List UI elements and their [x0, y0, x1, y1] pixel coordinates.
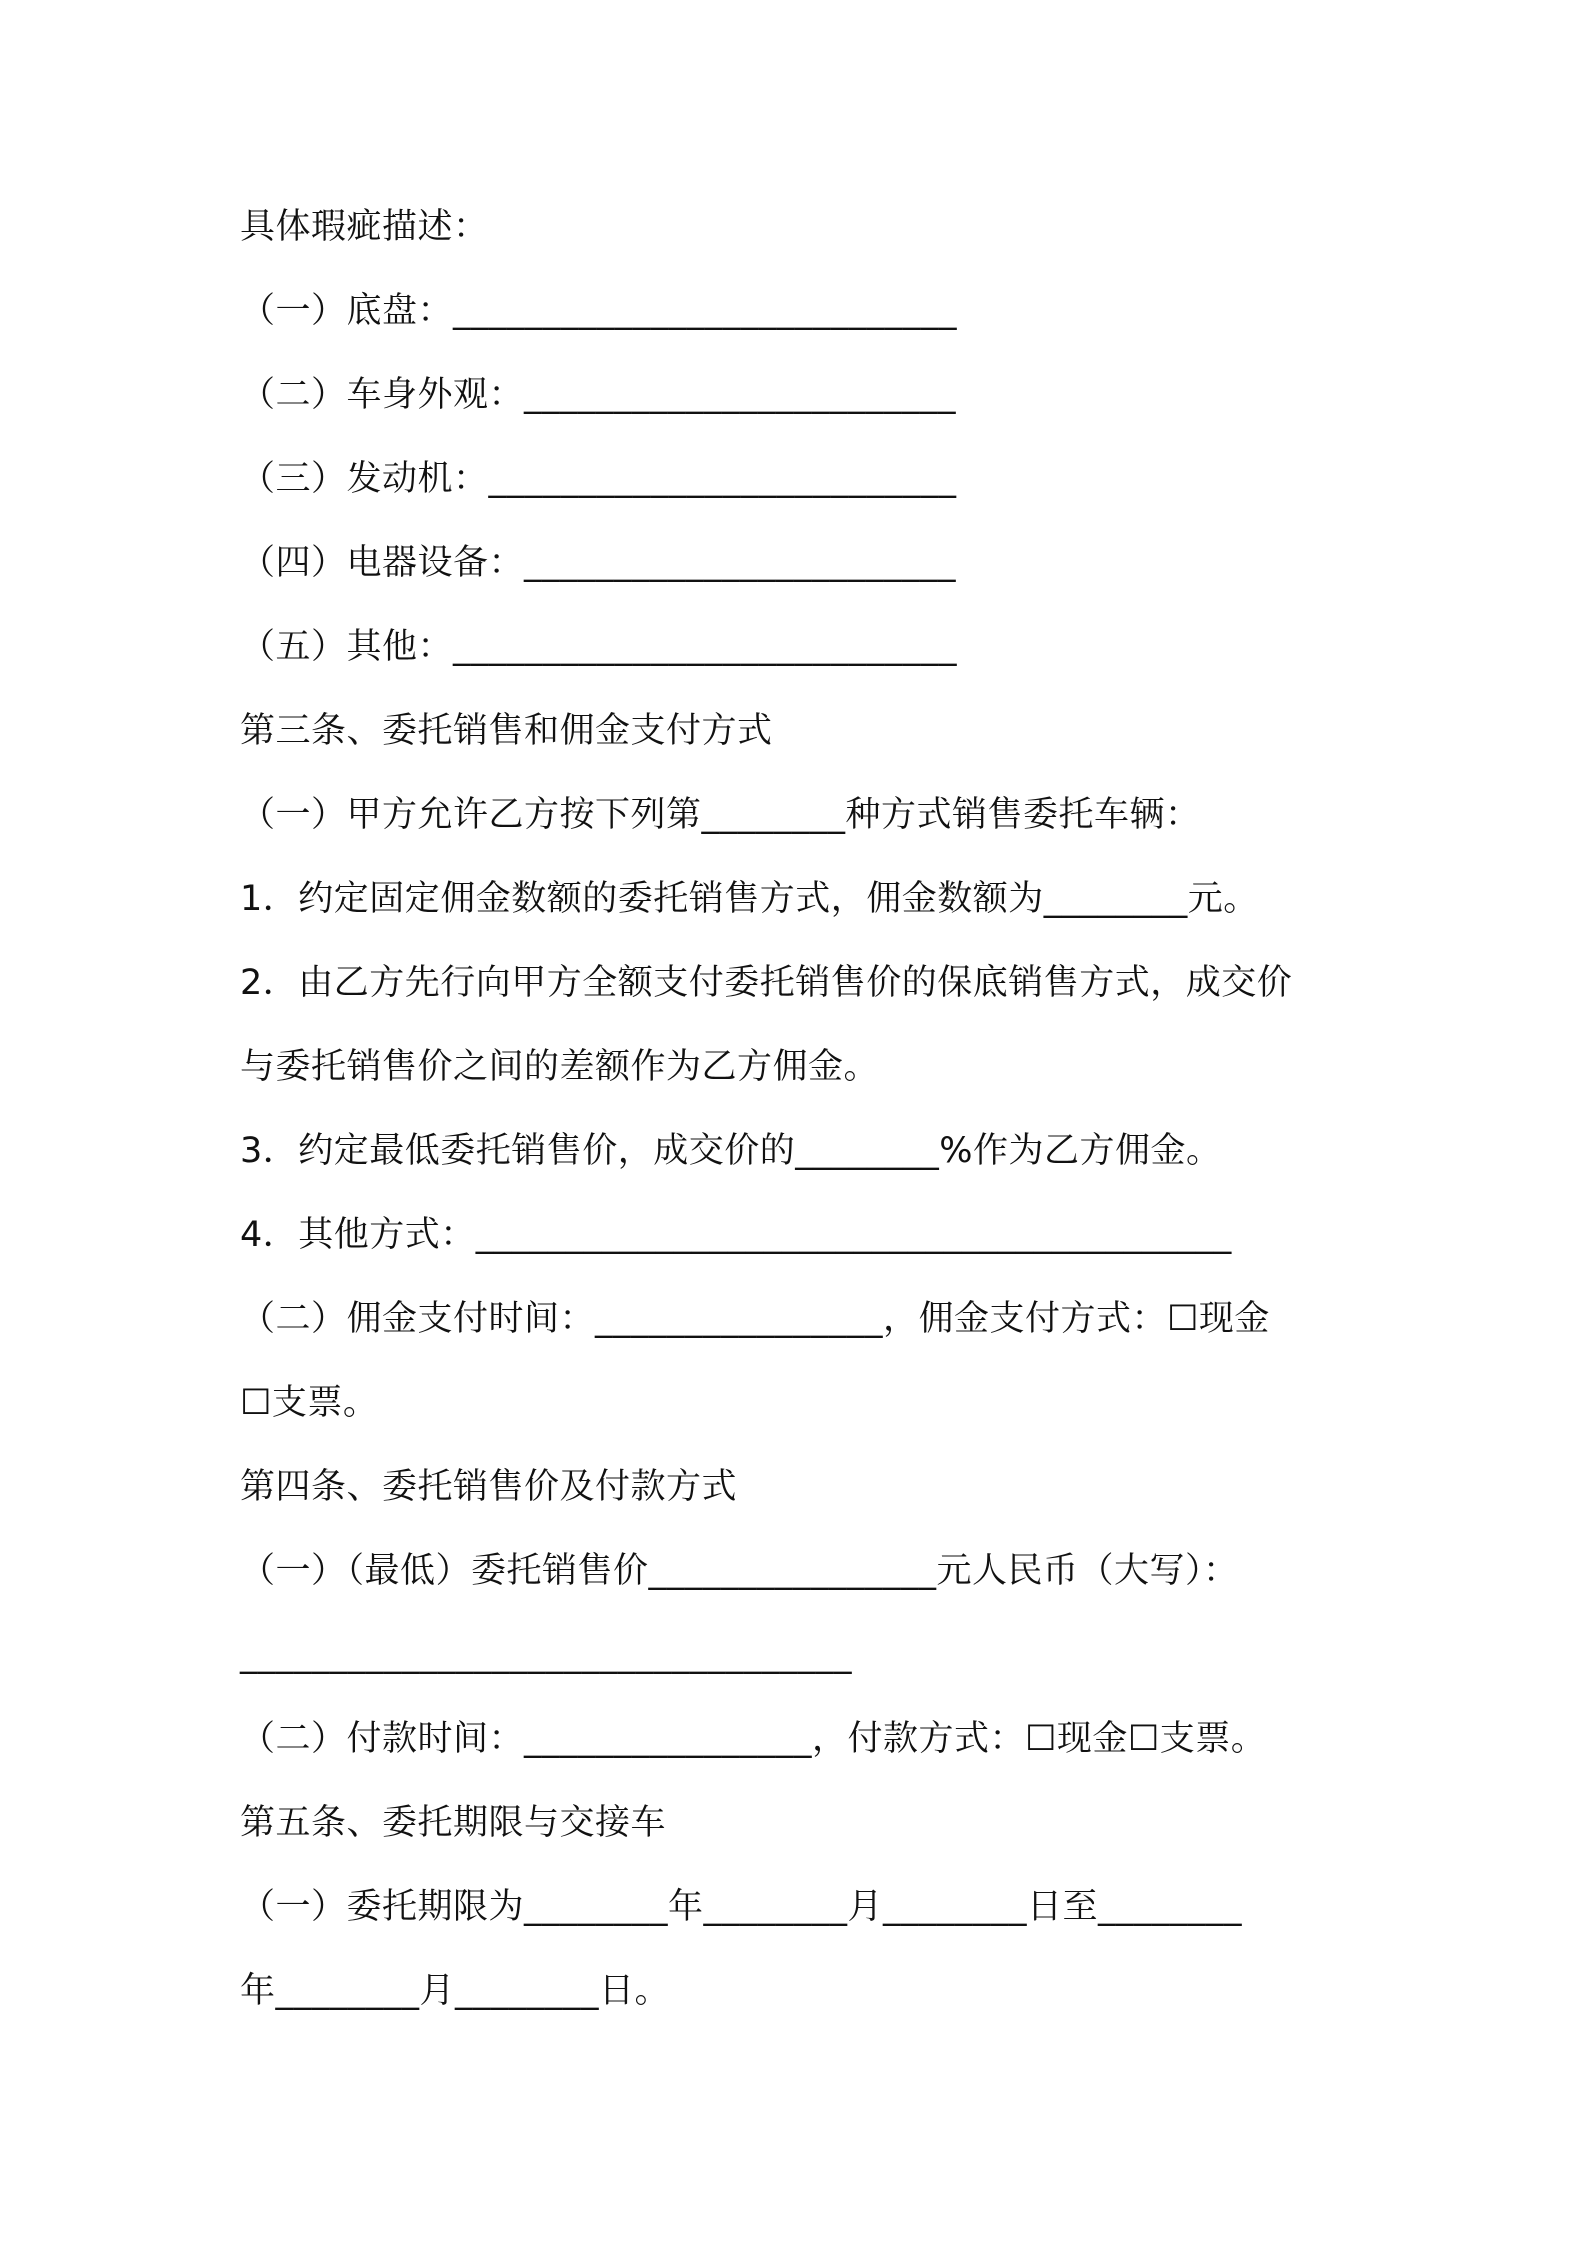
commission-payment-line-2: ☐支票。: [240, 1383, 379, 1423]
commission-payment-line-1: （二）佣金支付时间：________________，佣金支付方式：☐现金: [240, 1299, 1270, 1339]
guaranteed-sale-line-2: 与委托销售价之间的差额作为乙方佣金。: [240, 1047, 880, 1087]
consignment-price-line: （一）（最低）委托销售价________________元人民币（大写）：: [240, 1551, 1239, 1591]
consignment-period-line-1: （一）委托期限为________年________月________日至________: [240, 1887, 1243, 1927]
article-four-heading: 第四条、委托销售价及付款方式: [240, 1467, 738, 1507]
consignment-period-line-2: 年________月________日。: [240, 1971, 671, 2011]
electrical-equipment-field-line: （四）电器设备：________________________: [240, 543, 957, 583]
other-method-line: 4．其他方式：__________________________________________: [240, 1215, 1232, 1255]
fixed-commission-line: 1．约定固定佣金数额的委托销售方式，佣金数额为________元。: [240, 879, 1259, 919]
engine-field-line: （三）发动机：__________________________: [240, 459, 957, 499]
body-exterior-field-line: （二）车身外观：________________________: [240, 375, 957, 415]
other-field-line: （五）其他：____________________________: [240, 627, 958, 667]
chassis-field-line: （一）底盘：____________________________: [240, 291, 958, 331]
article-five-heading: 第五条、委托期限与交接车: [240, 1803, 667, 1843]
article-three-heading: 第三条、委托销售和佣金支付方式: [240, 711, 773, 751]
defect-description-heading: 具体瑕疵描述：: [240, 207, 489, 247]
guaranteed-sale-line-1: 2．由乙方先行向甲方全额支付委托销售价的保底销售方式，成交价: [240, 963, 1293, 1003]
minimum-price-commission-line: 3．约定最低委托销售价，成交价的________%作为乙方佣金。: [240, 1131, 1222, 1171]
payment-time-line: （二）付款时间：________________，付款方式：☐现金☐支票。: [240, 1719, 1267, 1759]
capitalized-amount-line: __________________________________: [240, 1635, 852, 1675]
sale-method-line: （一）甲方允许乙方按下列第________种方式销售委托车辆：: [240, 795, 1201, 835]
